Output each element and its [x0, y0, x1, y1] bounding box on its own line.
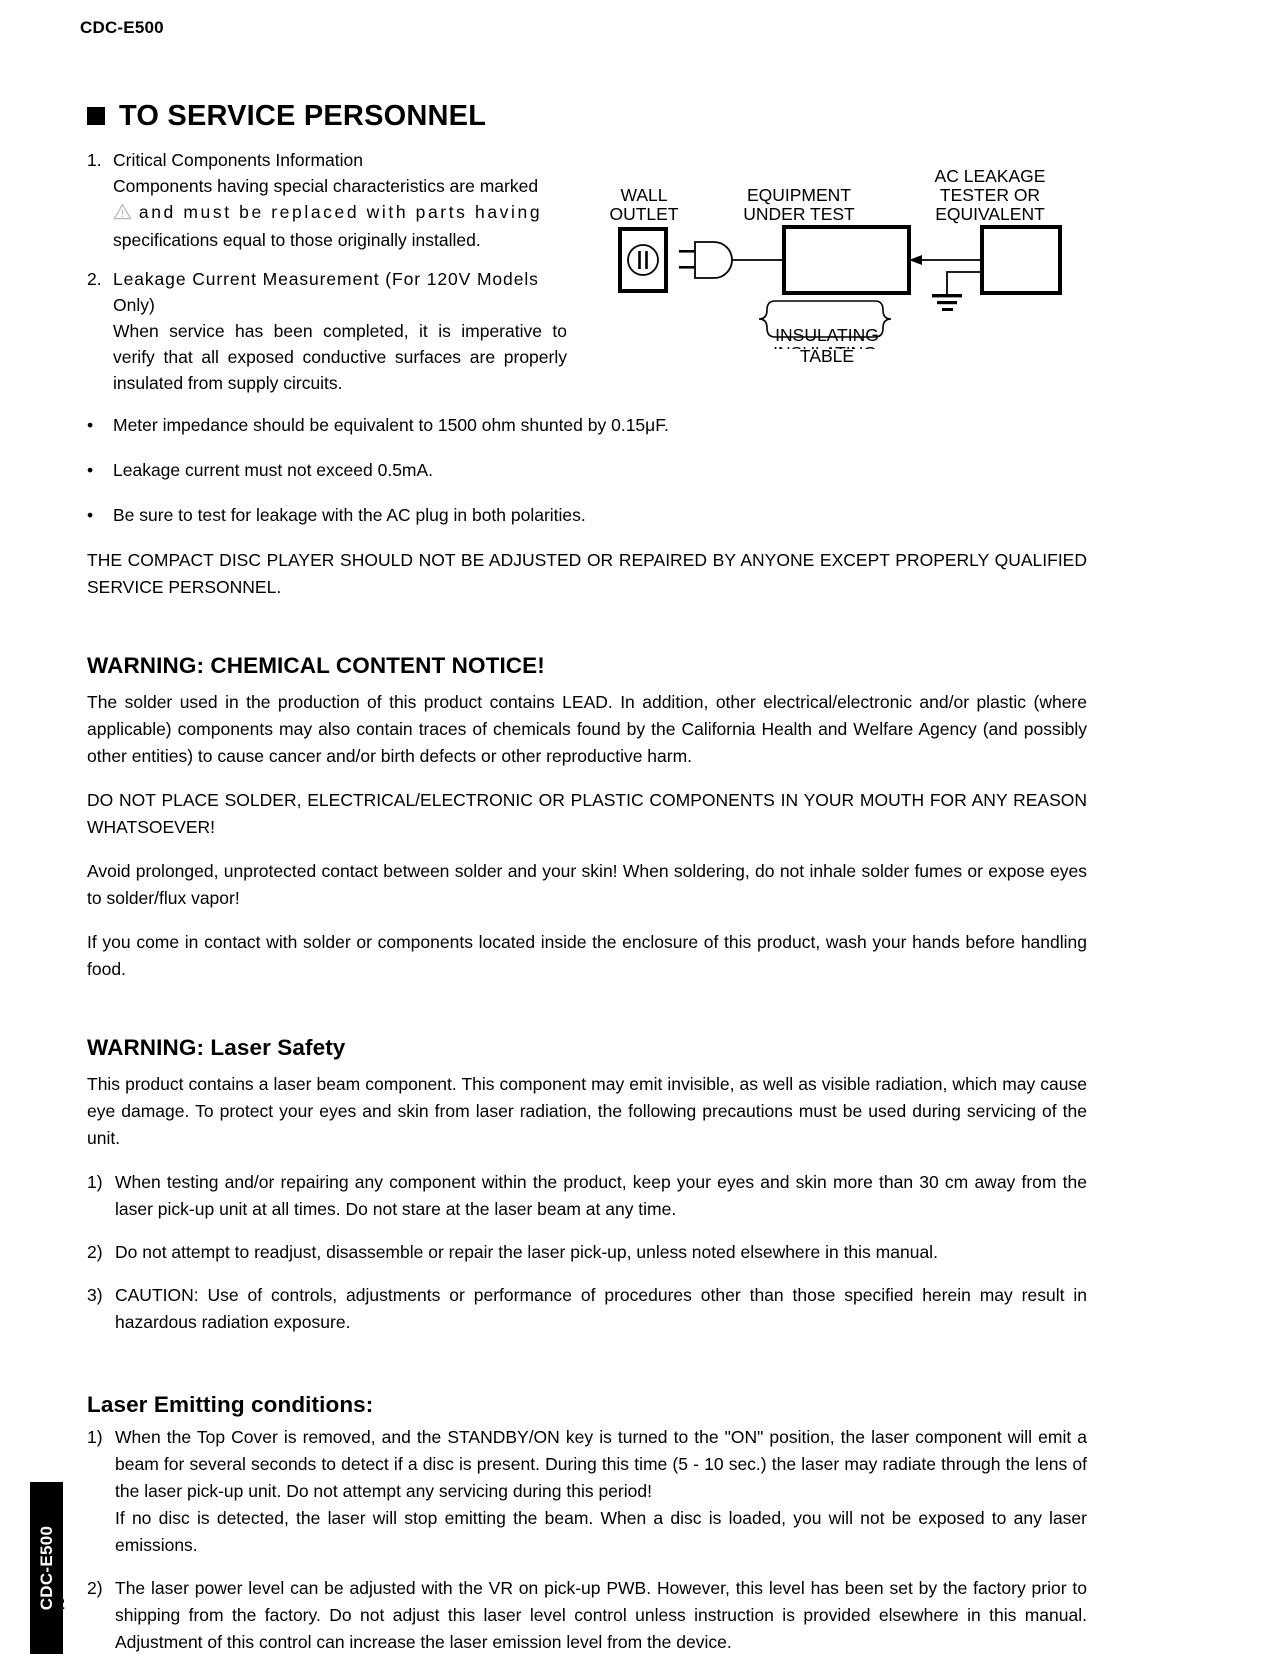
list-item-marker: 1): [87, 1172, 103, 1192]
list-item-body: [113, 266, 567, 396]
bullet-list: [87, 412, 1087, 528]
list-item: [87, 1282, 1087, 1336]
list-item: [87, 412, 1087, 438]
critical-components-line3: and must be replaced with parts having: [138, 202, 543, 222]
list-item: [87, 1575, 1087, 1654]
list-item-marker: 2): [87, 1242, 103, 1262]
diagram-label-tester-2: TESTER OR: [939, 185, 1041, 205]
bullet-text: Meter impedance should be equivalent to 1500 ohm shunted by 0.15μF.: [113, 415, 669, 435]
list-item-text: The laser power level can be adjusted with the VR on pick-up PWB. However, this level has been set by the factory prior to shipping from the factory. Do not adjust this laser level control unless instruction is provided elsewhere in this manual. Adjustment of this control can increase the laser emission level from the device.: [115, 1578, 1087, 1652]
leakage-measurement-line2: Only): [113, 295, 155, 315]
diagram-label-equipment-2: UNDER TEST: [743, 204, 855, 224]
bullet-dot: •: [87, 415, 94, 435]
page-number: 2: [56, 1596, 65, 1613]
service-personnel-notice: THE COMPACT DISC PLAYER SHOULD NOT BE ADJUSTED OR REPAIRED BY ANYONE EXCEPT PROPERLY QUALIFIED SERVICE PERSONNEL.: [87, 550, 1087, 597]
model-header: CDC-E500: [80, 18, 164, 37]
page-content: [87, 100, 1087, 1654]
chemical-notice-title: WARNING: CHEMICAL CONTENT NOTICE!: [87, 653, 545, 678]
diagram-label-wall-2: OUTLET: [609, 204, 679, 224]
numbered-list: [87, 147, 567, 396]
list-item-marker: 2): [87, 1578, 103, 1598]
chemical-paragraph-3: Avoid prolonged, unprotected contact between solder and your skin! When soldering, do not inhale solder fumes or expose eyes to solder/flux vapor!: [87, 861, 1087, 908]
bullet-text: Be sure to test for leakage with the AC plug in both polarities.: [113, 505, 586, 525]
leakage-current-measurement-diagram: [592, 149, 1062, 366]
diagram-label-wall-1: WALL: [620, 185, 668, 205]
list-item-body: [115, 1424, 1087, 1559]
list-item: [87, 147, 567, 253]
top-block: [87, 147, 1087, 396]
list-item-text: CAUTION: Use of controls, adjustments or performance of procedures other than those specified herein may result in hazardous radiation exposure.: [115, 1285, 1087, 1332]
bullet-text: Leakage current must not exceed 0.5mA.: [113, 460, 434, 480]
list-item-marker: 3): [87, 1285, 103, 1305]
chemical-paragraph-2: DO NOT PLACE SOLDER, ELECTRICAL/ELECTRONIC OR PLASTIC COMPONENTS IN YOUR MOUTH FOR ANY REASON WHATSOEVER!: [87, 790, 1087, 837]
list-item-number: 1.: [87, 150, 102, 170]
chemical-paragraph-1: The solder used in the production of this product contains LEAD. In addition, other electrical/electronic and/or plastic (where applicable) components may also contain traces of chemicals found by the California Health and Welfare Agency (and possibly other entities) to cause cancer and/or birth defects or other reproductive harm.: [87, 692, 1087, 766]
warning-triangle-icon: [113, 201, 132, 227]
side-tab-label: CDC-E500: [36, 1525, 56, 1611]
leakage-measurement-line1: Leakage Current Measurement (For 120V Models: [113, 269, 539, 289]
list-item-text: When testing and/or repairing any component within the product, keep your eyes and skin more than 30 cm away from the laser pick-up unit at all times. Do not stare at the laser beam at any time.: [115, 1172, 1087, 1219]
diagram-label-tester-1: AC LEAKAGE: [934, 166, 1046, 186]
list-item: [87, 266, 567, 396]
bullet-dot: •: [87, 460, 94, 480]
list-item-number: 2.: [87, 269, 102, 289]
laser-emitting-1b: If no disc is detected, the laser will stop emitting the beam. When a disc is loaded, you will not be exposed to any laser emissions.: [115, 1508, 1087, 1555]
critical-components-line4: specifications equal to those originally installed.: [113, 230, 481, 250]
section-title: [87, 100, 1087, 133]
list-item-text: Do not attempt to readjust, disassemble or repair the laser pick-up, unless noted elsewhere in this manual.: [115, 1242, 938, 1262]
diagram-label-tester-3: EQUIVALENT: [935, 204, 1045, 224]
diagram-label-insulating-2-text: TABLE: [799, 346, 855, 366]
chemical-paragraph-4: If you come in contact with solder or components located inside the enclosure of this product, wash your hands before handling food.: [87, 932, 1087, 979]
list-item: [87, 457, 1087, 483]
list-item-marker: 1): [87, 1427, 103, 1447]
critical-components-line1: Critical Components Information: [113, 150, 363, 170]
diagram-label-insulating-1-text: INSULATING: [775, 325, 879, 345]
diagram-label-equipment-1: EQUIPMENT: [746, 185, 852, 205]
laser-emitting-1a: When the Top Cover is removed, and the STANDBY/ON key is turned to the "ON" position, the laser component will emit a beam for several seconds to detect if a disc is present. During this time (5 - 10 sec.) the laser may radiate through the lens of the laser pick-up unit. Do not attempt any servicing during this period!: [115, 1427, 1087, 1501]
list-item: [87, 1424, 1087, 1559]
list-item: [87, 1239, 1087, 1266]
list-item: [87, 1169, 1087, 1223]
leakage-measurement-line3: When service has been completed, it is imperative to verify that all exposed conductive surfaces are properly insulated from supply circuits.: [113, 321, 567, 393]
laser-emitting-title: Laser Emitting conditions:: [87, 1392, 374, 1417]
square-bullet-icon: [87, 107, 105, 125]
laser-safety-title: WARNING: Laser Safety: [87, 1035, 346, 1060]
side-tab: [30, 1482, 63, 1654]
critical-components-line2: Components having special characteristics are marked: [113, 176, 539, 196]
bullet-dot: •: [87, 505, 94, 525]
list-item: [87, 502, 1087, 528]
list-item-body: [113, 147, 567, 253]
section-title-text: TO SERVICE PERSONNEL: [119, 100, 487, 132]
laser-safety-intro: This product contains a laser beam component. This component may emit invisible, as well as visible radiation, which may cause eye damage. To protect your eyes and skin from laser radiation, the following precautions must be used during servicing of the unit.: [87, 1074, 1087, 1148]
